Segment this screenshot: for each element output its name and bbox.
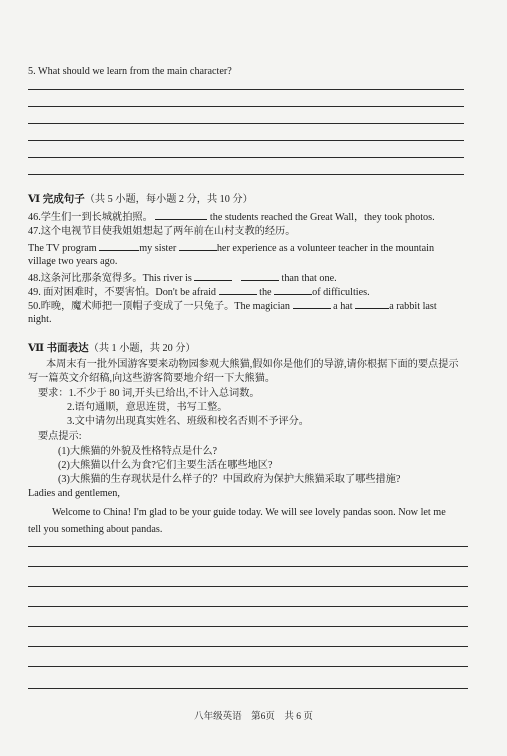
requirements: [38, 388, 260, 400]
sentence-47-part-c: her experience as a volunteer teacher in the mountain: [216, 243, 435, 254]
blank-47-2[interactable]: [179, 241, 217, 251]
sentence-48: [28, 271, 337, 285]
intro-line-1: Welcome to China! I'm glad to be your guide today. We will see lovely pandas soon. Now let me: [52, 507, 446, 518]
sentence-47-cont: village two years ago.: [28, 256, 118, 267]
answer-line: [28, 157, 464, 158]
section-7-note: （共 1 小题，共 20 分）: [88, 343, 196, 354]
blank-48-2[interactable]: [241, 271, 279, 281]
answer-line: [28, 586, 468, 587]
blank-50-2[interactable]: [355, 299, 389, 309]
section-6-note: （共 5 小题，每小题 2 分，共 10 分）: [84, 194, 253, 205]
answer-line: [28, 546, 468, 547]
blank-47-1[interactable]: [99, 241, 139, 251]
sentence-50-part-c: a rabbit last: [389, 301, 437, 312]
answer-line: [28, 566, 468, 567]
answer-line: [28, 140, 464, 141]
intro-line-2: tell you something about pandas.: [28, 524, 163, 535]
sentence-49-part-b: the: [259, 287, 272, 298]
sentence-49-rest: of difficulties.: [312, 287, 370, 298]
sentence-49: [28, 285, 370, 299]
blank-48-1[interactable]: [194, 271, 232, 281]
sentence-50-cont: night.: [28, 314, 52, 325]
requirement-1: 1.不少于 80 词,开头已给出,不计入总词数。: [68, 388, 260, 399]
blank-46[interactable]: [155, 210, 207, 220]
sentence-50: [28, 299, 437, 313]
tip-2: (2)大熊猫以什么为食?它们主要生活在哪些地区?: [58, 460, 273, 471]
sentence-50-part-b: a hat: [333, 301, 353, 312]
section-7-title: Ⅶ 书面表达: [28, 343, 89, 354]
page-footer: 八年级英语 第6页 共 6 页: [194, 712, 313, 722]
sentence-46-rest: the students reached the Great Wall，they took photos.: [209, 212, 435, 223]
sentence-47-part-b: my sister: [139, 243, 177, 254]
section-6-heading: [28, 194, 253, 206]
tip-1: (1)大熊猫的外貌及性格特点是什么?: [58, 446, 218, 457]
blank-49-1[interactable]: [219, 285, 257, 295]
question-5: 5. What should we learn from the main character?: [28, 66, 232, 77]
sentence-47: [28, 241, 434, 255]
tip-3: (3)大熊猫的生存现状是什么样子的？中国政府为保护大熊猫采取了哪些措施?: [58, 474, 401, 485]
sentence-48-rest: than that one.: [281, 273, 337, 284]
answer-line: [28, 174, 464, 175]
answer-line: [28, 646, 468, 647]
writing-prompt-line-2: 写一篇英文介绍稿,向这些游客简要地介绍一下大熊猫。: [28, 373, 276, 384]
section-7-heading: [28, 343, 196, 355]
requirements-label: 要求：: [38, 388, 69, 399]
sentence-49-prompt: 49. 面对困难时，不要害怕。Don't be afraid: [28, 287, 217, 298]
tips-label: 要点提示:: [38, 431, 82, 442]
sentence-46: [28, 210, 435, 224]
answer-line: [28, 123, 464, 124]
sentence-48-prompt: 48.这条河比那条宽得多。This river is: [28, 273, 192, 284]
answer-line: [28, 626, 468, 627]
requirement-2: 2.语句通顺，意思连贯，书写工整。: [67, 402, 228, 413]
sentence-46-prompt: 46.学生们一到长城就拍照。: [28, 212, 153, 223]
answer-line: [28, 688, 468, 689]
answer-line: [28, 89, 464, 90]
answer-line: [28, 606, 468, 607]
sentence-47-part-a: The TV program: [28, 243, 97, 254]
requirement-3: 3.文中请勿出现真实姓名、班级和校名否则不予评分。: [67, 416, 309, 427]
sentence-47-chinese: 47.这个电视节目使我姐姐想起了两年前在山村支教的经历。: [28, 226, 296, 237]
section-6-title: Ⅵ 完成句子: [28, 194, 85, 205]
writing-prompt-line-1: 本周末有一批外国游客要来动物园参观大熊猫,假如你是他们的导游,请你根据下面的要点提示: [46, 359, 459, 370]
answer-line: [28, 666, 468, 667]
blank-49-2[interactable]: [274, 285, 312, 295]
blank-50-1[interactable]: [293, 299, 331, 309]
greeting: Ladies and gentlemen,: [28, 488, 120, 499]
answer-line: [28, 106, 464, 107]
sentence-50-prompt: 50.昨晚，魔术师把一顶帽子变成了一只兔子。The magician: [28, 301, 291, 312]
